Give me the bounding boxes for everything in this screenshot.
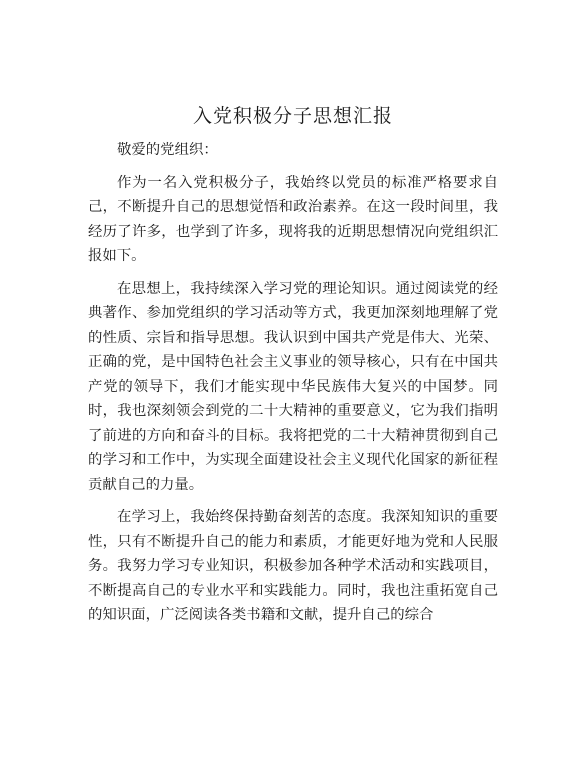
paragraph-thought: 在思想上，我持续深入学习党的理论知识。通过阅读党的经典著作、参加党组织的学习活动等方式，我更加深刻地理解了党的性质、宗旨和指导思想。我认识到中国共产党是伟大、光荣、正确的党，是中国特色社会主义事业的领导核心，只有在中国共产党的领导下，我们才能实现中华民族伟大复兴的中国梦。同时，我也深刻领会到党的二十大精神的重要意义，它为我们指明了前进的方向和奋斗的目标。我将把党的二十大精神贯彻到自己的学习和工作中，为实现全面建设社会主义现代化国家的新征程贡献自己的力量。	[88, 280, 498, 493]
salutation: 敬爱的党组织：	[117, 142, 218, 158]
paragraph-study: 在学习上，我始终保持勤奋刻苦的态度。我深知知识的重要性，只有不断提升自己的能力和素质，才能更好地为党和人民服务。我努力学习专业知识，积极参加各种学术活动和实践项目，不断提高自己的专业水平和实践能力。同时，我也注重拓宽自己的知识面，广泛阅读各类书籍和文献，提升自己的综合	[88, 509, 498, 623]
document-title: 入党积极分子思想汇报	[192, 105, 393, 127]
document-body	[88, 138, 498, 636]
paragraph-intro: 作为一名入党积极分子，我始终以党员的标准严格要求自己，不断提升自己的思想觉悟和政治素养。在这一段时间里，我经历了许多，也学到了许多，现将我的近期思想情况向党组织汇报如下。	[88, 174, 498, 264]
